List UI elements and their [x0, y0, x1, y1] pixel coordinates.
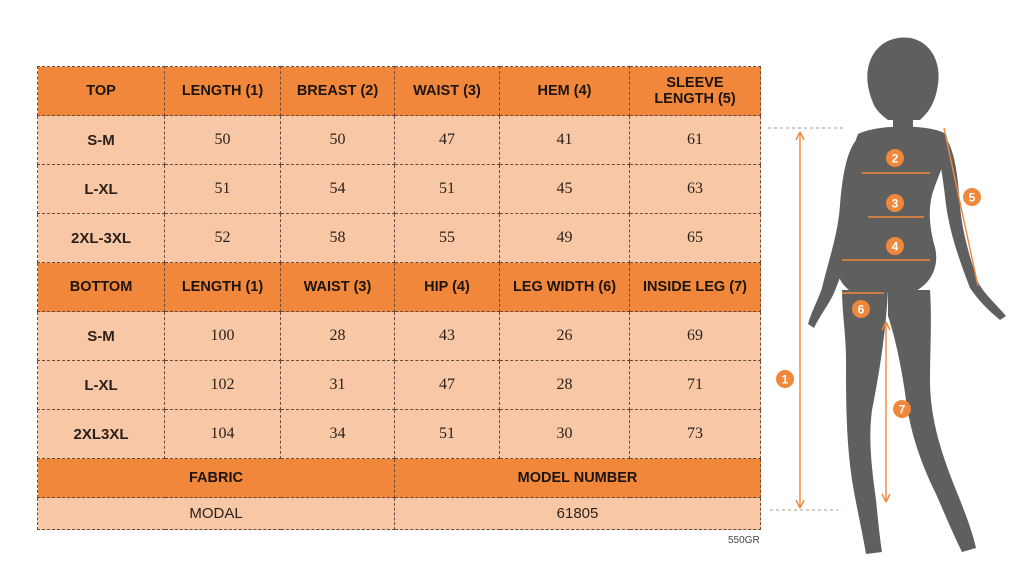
table-cell: 54: [281, 165, 395, 214]
table-cell: 47: [395, 116, 500, 165]
size-label: S-M: [38, 312, 165, 361]
table-cell: 51: [395, 410, 500, 459]
table-cell: 31: [281, 361, 395, 410]
table-cell: 47: [395, 361, 500, 410]
size-label: 2XL-3XL: [38, 214, 165, 263]
fabric-label: FABRIC: [38, 459, 395, 498]
marker-label: 7: [898, 402, 906, 417]
table-cell: 69: [630, 312, 761, 361]
table-cell: 51: [395, 165, 500, 214]
table-cell: 28: [281, 312, 395, 361]
table-cell: 45: [500, 165, 630, 214]
table-cell: 51: [165, 165, 281, 214]
table-cell: 34: [281, 410, 395, 459]
size-label: 2XL3XL: [38, 410, 165, 459]
table-cell: 50: [165, 116, 281, 165]
table-cell: 100: [165, 312, 281, 361]
marker-label: 1: [781, 372, 789, 387]
table-cell: 49: [500, 214, 630, 263]
header-cell: LEG WIDTH (6): [500, 263, 630, 312]
table-cell: 65: [630, 214, 761, 263]
header-cell: BREAST (2): [281, 67, 395, 116]
header-cell: LENGTH (1): [165, 67, 281, 116]
weight-note: 550GR: [728, 535, 760, 546]
table-cell: 61: [630, 116, 761, 165]
marker-label: 4: [891, 239, 899, 254]
size-label: L-XL: [38, 165, 165, 214]
fabric-value: MODAL: [38, 498, 395, 530]
model-number-label: MODEL NUMBER: [395, 459, 761, 498]
table-cell: 52: [165, 214, 281, 263]
table-cell: 30: [500, 410, 630, 459]
table-cell: 58: [281, 214, 395, 263]
size-label: S-M: [38, 116, 165, 165]
header-cell: BOTTOM: [38, 263, 165, 312]
header-cell: WAIST (3): [395, 67, 500, 116]
header-cell: TOP: [38, 67, 165, 116]
table-cell: 28: [500, 361, 630, 410]
marker-label: 2: [891, 151, 899, 166]
marker-label: 6: [857, 302, 865, 317]
table-cell: 50: [281, 116, 395, 165]
body-silhouette: [808, 38, 1006, 554]
table-cell: 73: [630, 410, 761, 459]
header-cell: INSIDE LEG (7): [630, 263, 761, 312]
size-label: L-XL: [38, 361, 165, 410]
header-cell: HIP (4): [395, 263, 500, 312]
header-cell: SLEEVE LENGTH (5): [630, 67, 761, 116]
table-cell: 41: [500, 116, 630, 165]
table-cell: 71: [630, 361, 761, 410]
table-cell: 43: [395, 312, 500, 361]
table-cell: 63: [630, 165, 761, 214]
table-cell: 104: [165, 410, 281, 459]
marker-label: 3: [891, 196, 899, 211]
header-cell: LENGTH (1): [165, 263, 281, 312]
header-cell: HEM (4): [500, 67, 630, 116]
header-cell: WAIST (3): [281, 263, 395, 312]
table-cell: 26: [500, 312, 630, 361]
marker-label: 5: [968, 190, 976, 205]
table-cell: 102: [165, 361, 281, 410]
table-cell: 55: [395, 214, 500, 263]
model-number-value: 61805: [395, 498, 761, 530]
